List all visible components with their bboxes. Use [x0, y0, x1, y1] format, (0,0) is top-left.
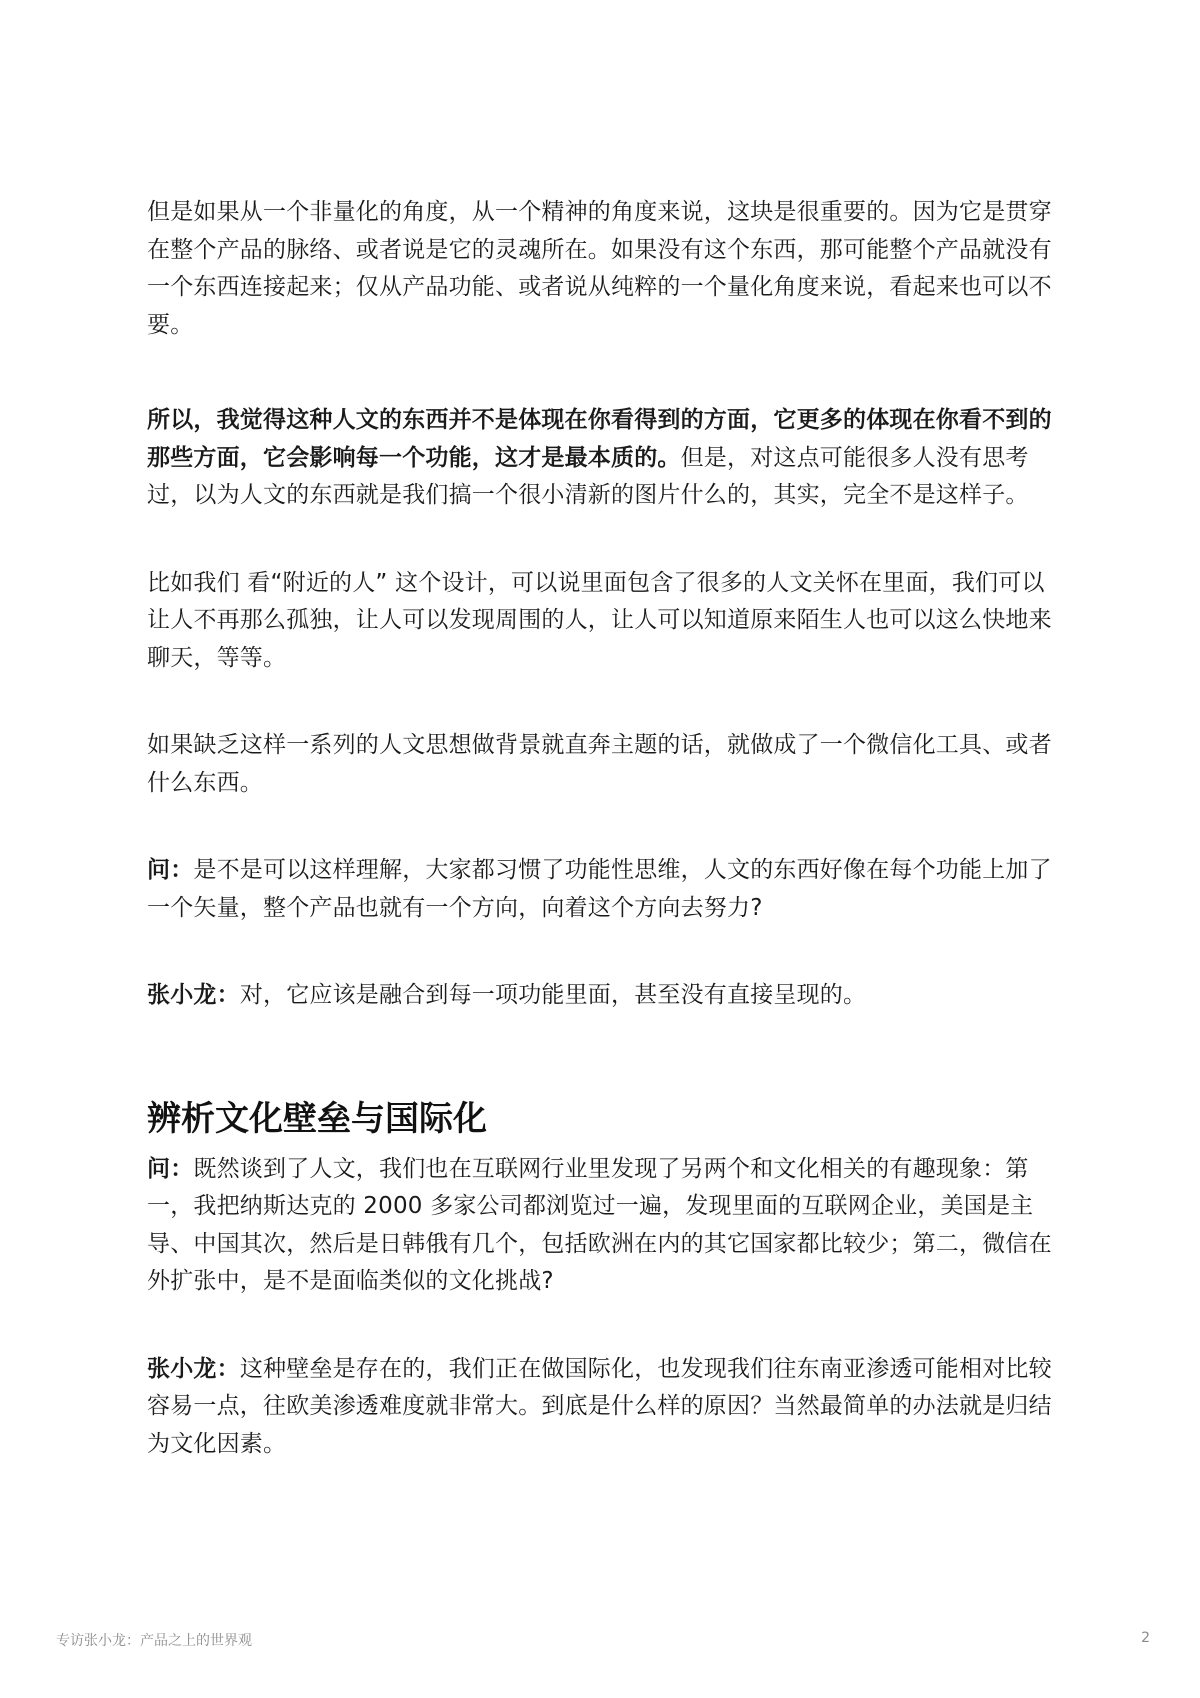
- question-label: 问：: [147, 1155, 194, 1182]
- answer-integration: [147, 977, 1052, 1015]
- answer-speaker-label: 张小龙：: [147, 1355, 240, 1382]
- answer-speaker-label: 张小龙：: [147, 982, 240, 1008]
- paragraph-tool: 如果缺乏这样一系列的人文思想做背景就直奔主题的话，就做成了一个微信化工具、或者什么东西。: [147, 732, 1052, 796]
- answer-text: 对，它应该是融合到每一项功能里面，甚至没有直接呈现的。: [239, 982, 867, 1008]
- paragraph-humanities: [147, 402, 1052, 515]
- question-text: 既然谈到了人文，我们也在互联网行业里发现了另两个和文化相关的有趣现象：第一，我把纳斯达克的 2000 多家公司都浏览过一遍，发现里面的互联网企业，美国是主导、中国其次，然后是日韩俄有几个，包括欧洲在内的其它国家都比较少；第二，微信在外扩张中，是不是面临类似的文化挑战?: [147, 1155, 1052, 1294]
- answer-text: 这种壁垒是存在的，我们正在做国际化，也发现我们往东南亚渗透可能相对比较容易一点，往欧美渗透难度就非常大。到底是什么样的原因？当然最简单的办法就是归结为文化因素。: [147, 1355, 1052, 1457]
- footer-page-number: 2: [1141, 1630, 1150, 1646]
- paragraph-humanities-emphasis: 所以，我觉得这种人文的东西并不是体现在你看得到的方面，它更多的体现在你看不到的那些方面，它会影响每一个功能，这才是最本质的。: [147, 407, 1052, 471]
- document-body: [147, 194, 1052, 1463]
- answer-barrier: [147, 1351, 1052, 1464]
- question-text: 是不是可以这样理解，大家都习惯了功能性思维，人文的东西好像在每个功能上加了一个矢量，整个产品也就有一个方向，向着这个方向去努力?: [147, 857, 1052, 921]
- paragraph-humanities-rest: 但是，对这点可能很多人没有思考过，以为人文的东西就是我们搞一个很小清新的图片什么的，其实，完全不是这样子。: [147, 444, 1029, 508]
- question-label: 问：: [147, 857, 194, 883]
- footer-document-title: 专访张小龙：产品之上的世界观: [56, 1633, 252, 1649]
- paragraph-spirit: 但是如果从一个非量化的角度，从一个精神的角度来说，这块是很重要的。因为它是贯穿在整个产品的脉络、或者说是它的灵魂所在。如果没有这个东西，那可能整个产品就没有一个东西连接起来；仅从产品功能、或者说从纯粹的一个量化角度来说，看起来也可以不要。: [147, 199, 1052, 338]
- section-heading: 辨析文化壁垒与国际化: [147, 1098, 487, 1139]
- question-vector: [147, 852, 1052, 927]
- paragraph-nearby-people: 比如我们 看“附近的人” 这个设计，可以说里面包含了很多的人文关怀在里面，我们可以让人不再那么孤独，让人可以发现周围的人，让人可以知道原来陌生人也可以这么快地来聊天，等等。: [147, 569, 1052, 671]
- question-culture: [147, 1151, 1052, 1301]
